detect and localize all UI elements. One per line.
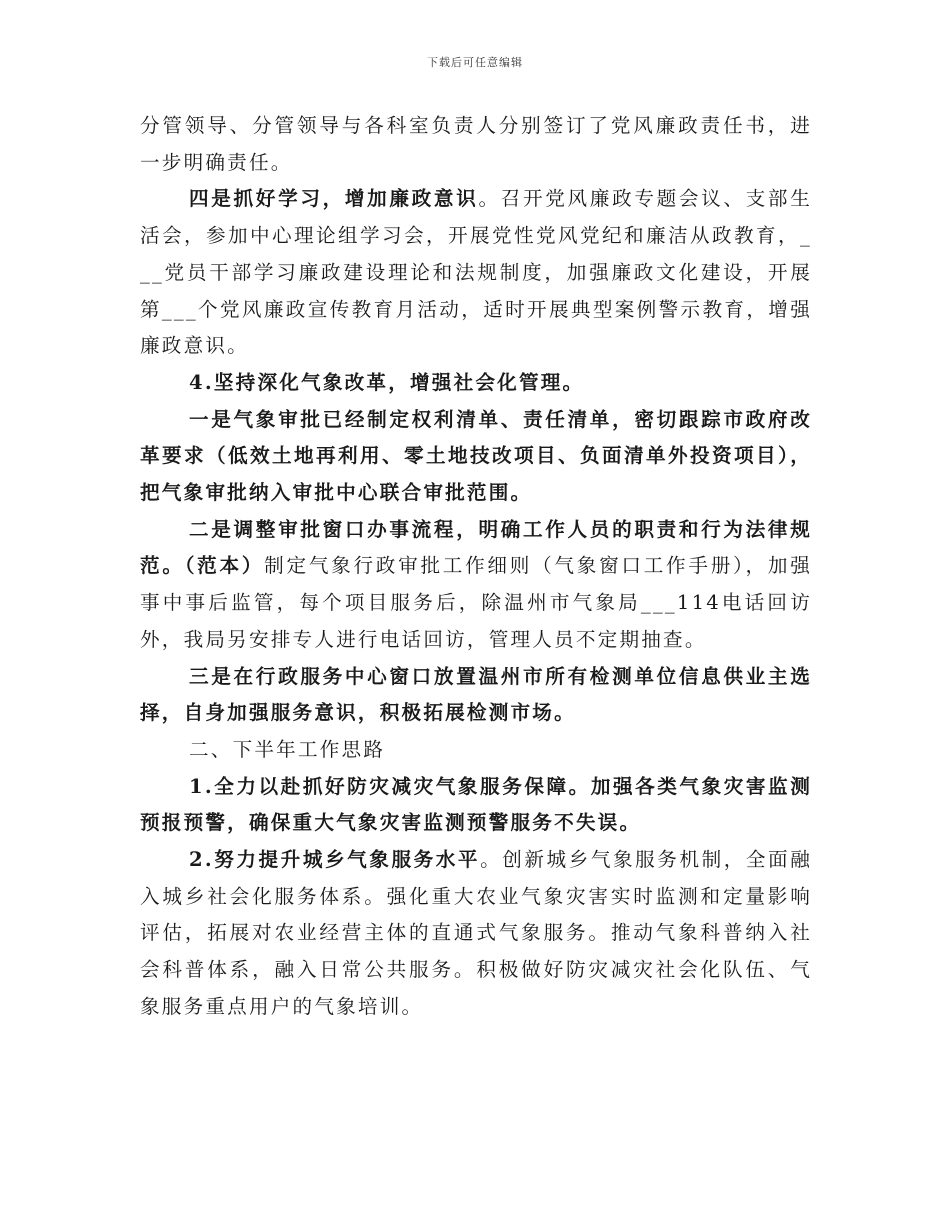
- paragraph-2-lead: 四是抓好学习，增加廉政意识: [189, 187, 479, 211]
- paragraph-2-text: 。召开党风廉政专题会议、支部生活会，参加中心理论组学习会，开展党性党风党纪和廉洁从政教育，___党员干部学习廉政建设理论和法规制度，加强廉政文化建设，开展第___个党风廉政宣传教育月活动，适时开展典型案例警示教育，增强廉政意识。: [140, 187, 812, 358]
- paragraph-5-lead: 二是调整审批窗口办事流程，明确工作人员的职责和行为法律规范。（范本）: [140, 517, 812, 578]
- paragraph-4: [140, 402, 812, 512]
- document-body: [140, 108, 812, 1026]
- paragraph-8-lead: 1.全力以赴抓好防灾减灾气象服务保障。加强各类气象灾害监测预报预警，确保重大气象灾害监测预警服务不失误。: [140, 774, 812, 835]
- paragraph-9: [140, 842, 812, 1026]
- paragraph-7-text: 二、下半年工作思路: [189, 737, 386, 761]
- paragraph-6-lead: 三是在行政服务中心窗口放置温州市所有检测单位信息供业主选择，自身加强服务意识，积极拓展检测市场。: [140, 664, 812, 725]
- paragraph-1: [140, 108, 812, 181]
- paragraph-1-text: 分管领导、分管领导与各科室负责人分别签订了党风廉政责任书，进一步明确责任。: [140, 114, 812, 174]
- paragraph-8: [140, 769, 812, 842]
- page-header: 下载后可任意编辑: [427, 56, 523, 69]
- paragraph-2: [140, 181, 812, 365]
- paragraph-4-lead: 一是气象审批已经制定权利清单、责任清单，密切跟踪市政府改革要求（低效土地再利用、零土地技改项目、负面清单外投资项目），把气象审批纳入审批中心联合审批范围。: [140, 407, 812, 505]
- paragraph-3-lead: 4.坚持深化气象改革，增强社会化管理。: [189, 370, 585, 394]
- paragraph-9-text: 。创新城乡气象服务机制，全面融入城乡社会化服务体系。强化重大农业气象灾害实时监测和定量影响评估，拓展对农业经营主体的直通式气象服务。推动气象科普纳入社会科普体系，融入日常公共服务。积极做好防灾减灾社会化队伍、气象服务重点用户的气象培训。: [140, 848, 812, 1018]
- paragraph-6: [140, 659, 812, 732]
- paragraph-5: [140, 512, 812, 659]
- paragraph-5-text: 制定气象行政审批工作细则（气象窗口工作手册），加强事中事后监管，每个项目服务后，除温州市气象局___114电话回访外，我局另安排专人进行电话回访，管理人员不定期抽查。: [140, 554, 813, 651]
- paragraph-3: [140, 365, 812, 402]
- section-heading: [140, 732, 812, 769]
- paragraph-9-lead: 2.努力提升城乡气象服务水平: [189, 848, 481, 872]
